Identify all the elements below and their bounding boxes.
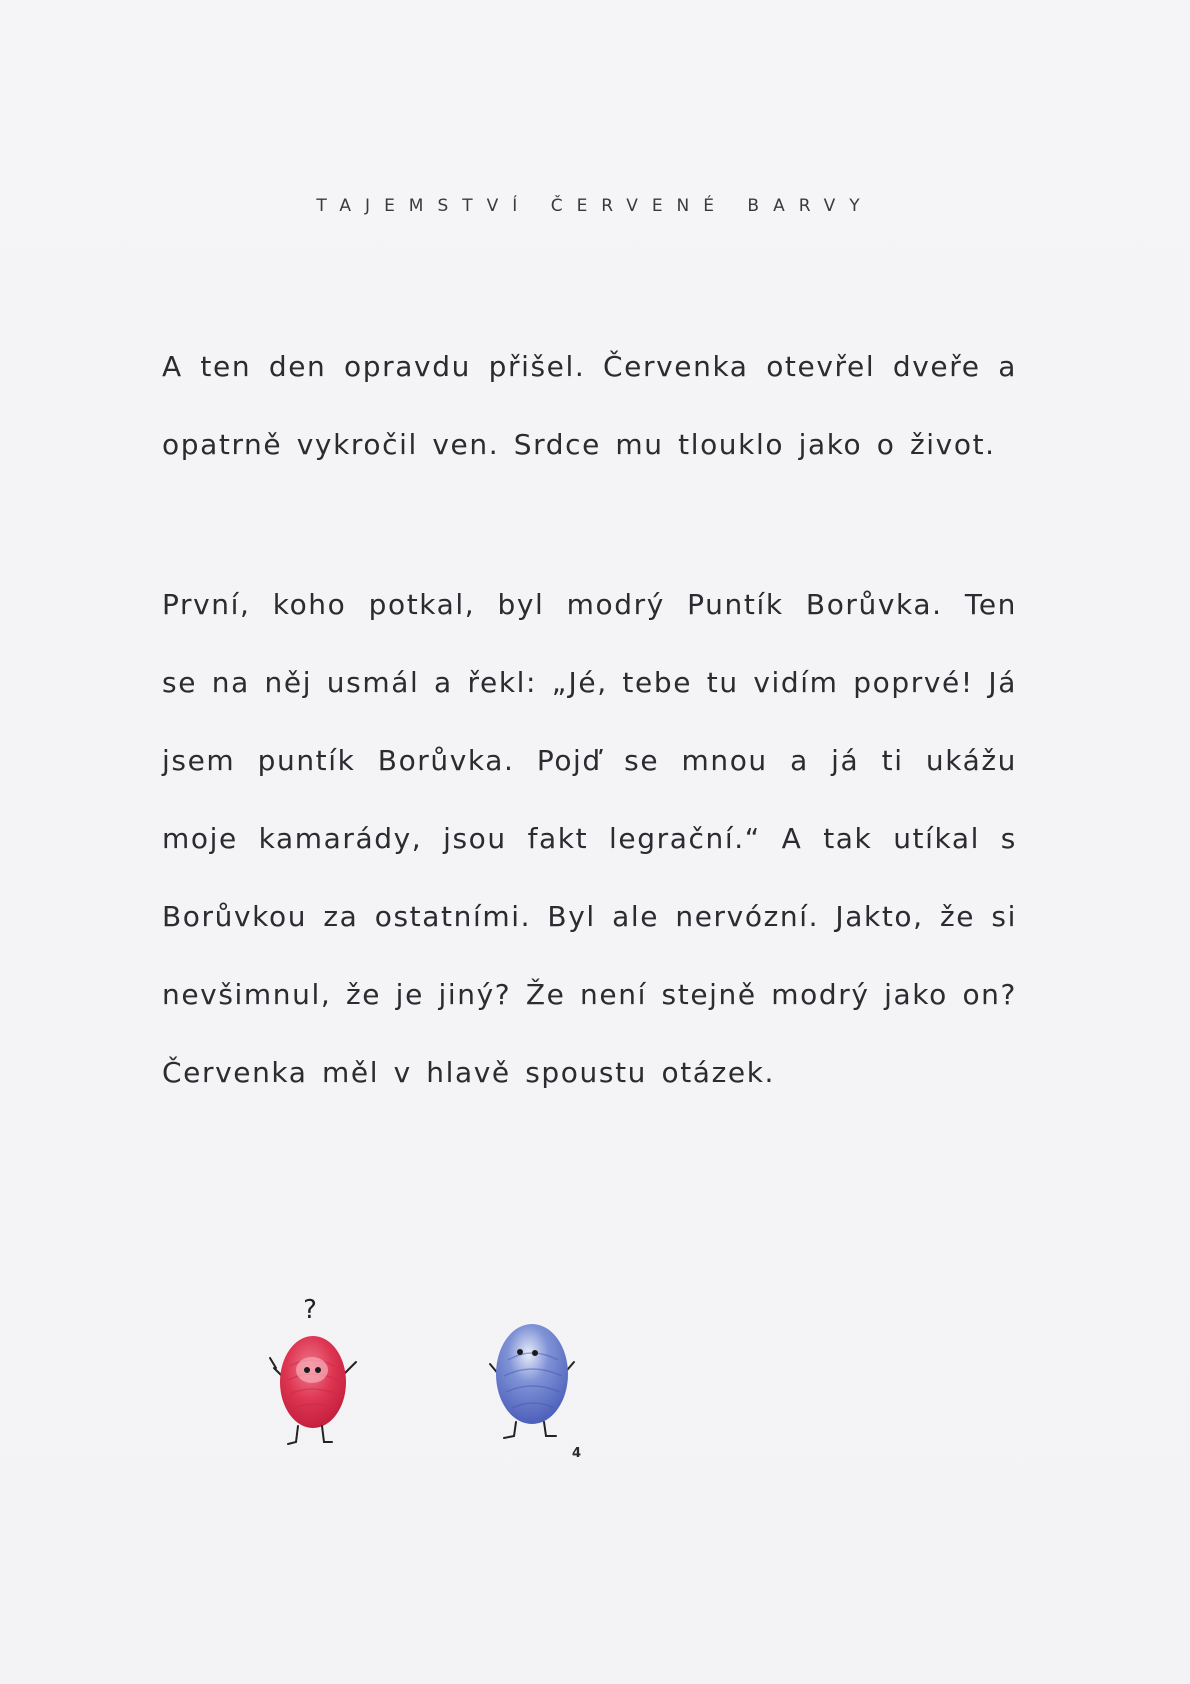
text-line: nevšimnul, že je jiný? Že není stejně modrý jako on? <box>162 978 1017 1011</box>
text-line: opatrně vykročil ven. Srdce mu tlouklo jako o život. <box>162 428 996 461</box>
text-line: se na něj usmál a řekl: „Jé, tebe tu vidím poprvé! Já <box>162 666 1017 699</box>
text-line: moje kamarády, jsou fakt legrační.“ A tak utíkal s <box>162 822 1017 855</box>
running-header: TAJEMSTVÍ ČERVENÉ BARVY <box>316 196 874 216</box>
right-leg <box>322 1426 332 1442</box>
text-line: Červenka měl v hlavě spoustu otázek. <box>162 1056 776 1089</box>
paragraph-1 <box>162 328 1017 484</box>
left-hand <box>270 1358 276 1368</box>
text-line: jsem puntík Borůvka. Pojď se mnou a já ti ukážu <box>162 744 1017 777</box>
question-mark: ? <box>303 1296 317 1325</box>
right-eye <box>532 1350 538 1356</box>
red-character-illustration <box>262 1296 372 1454</box>
text-line: A ten den opravdu přišel. Červenka otevřel dveře a <box>162 350 1017 383</box>
text-line: První, koho potkal, byl modrý Puntík Borůvka. Ten <box>162 588 1017 621</box>
face-highlight <box>296 1357 328 1383</box>
left-leg <box>504 1422 516 1438</box>
right-leg <box>544 1422 556 1436</box>
left-eye <box>304 1367 310 1373</box>
right-eye <box>315 1367 321 1373</box>
left-eye <box>517 1349 523 1355</box>
page-number: 4 <box>572 1446 582 1461</box>
paragraph-2 <box>162 566 1017 1112</box>
text-line: Borůvkou za ostatními. Byl ale nervózní. Jakto, že si <box>162 900 1017 933</box>
left-leg <box>288 1426 298 1444</box>
blue-character-illustration <box>478 1300 588 1450</box>
